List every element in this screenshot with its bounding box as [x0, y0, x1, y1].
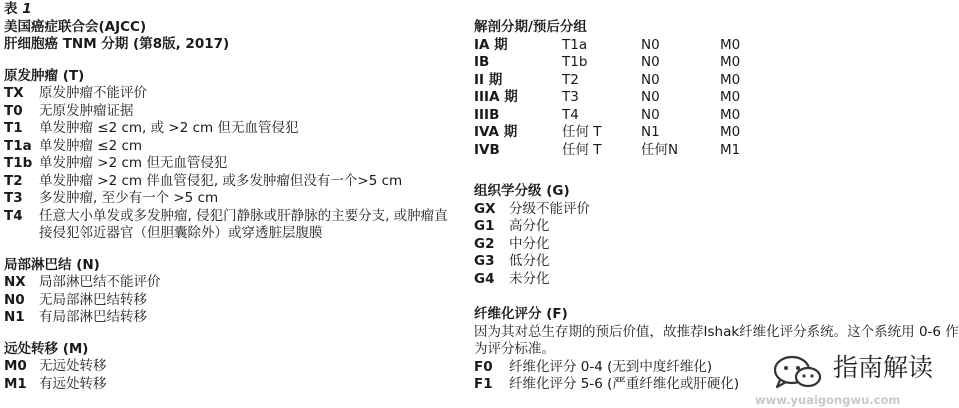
item-code: N0	[4, 291, 25, 308]
stage-cell: IIIB	[474, 106, 500, 123]
stage-cell: IB	[474, 54, 490, 70]
item-description: 有远处转移	[39, 375, 107, 392]
t-cell: T4	[562, 106, 579, 123]
list-item	[4, 173, 459, 191]
document-subtitle: 肝细胞癌 TNM 分期 (第8版, 2017)	[4, 36, 230, 52]
item-description: 无远处转移	[39, 358, 107, 374]
list-item	[4, 292, 459, 310]
item-code: T2	[4, 172, 23, 189]
item-code: F0	[474, 358, 493, 375]
item-code: TX	[4, 85, 24, 101]
item-code: GX	[474, 200, 496, 217]
list-item	[4, 358, 459, 376]
t-cell: T1a	[562, 36, 588, 53]
table-row	[474, 54, 959, 72]
item-code: M1	[4, 375, 27, 392]
table-row	[474, 107, 959, 125]
list-item	[474, 201, 959, 219]
item-description: 中分化	[509, 235, 550, 252]
item-code: G4	[474, 270, 495, 287]
n-cell: N0	[641, 71, 660, 88]
stage-cell: II 期	[474, 71, 503, 88]
stage-cell: IVB	[474, 141, 500, 158]
list-item	[4, 120, 459, 138]
fibrosis-paragraph: 因为其对总生存期的预后价值，故推荐Ishak纤维化评分系统。这个系统用 0-6 作为评分标准。	[474, 323, 959, 357]
item-description: 单发肿瘤 ≤2 cm, 或 >2 cm 但无血管侵犯	[39, 120, 299, 136]
table-row	[474, 37, 959, 55]
item-code: T1b	[4, 155, 33, 171]
primary-tumor-heading: 原发肿瘤 (T)	[4, 67, 85, 84]
list-item	[4, 85, 459, 103]
right-column	[474, 0, 959, 394]
n-cell: N0	[641, 36, 660, 53]
table-row	[474, 72, 959, 90]
n-cell: N0	[641, 106, 660, 123]
item-description: 有局部淋巴结转移	[39, 309, 147, 325]
table-number: 1	[22, 1, 32, 17]
item-description: 多发肿瘤, 至少有一个 >5 cm	[39, 190, 219, 206]
item-code: F1	[474, 376, 493, 392]
item-description: 无局部淋巴结转移	[39, 291, 147, 308]
list-item	[4, 309, 459, 327]
list-item	[4, 103, 459, 121]
stage-cell: IVA 期	[474, 124, 518, 140]
item-code: T3	[4, 190, 23, 206]
list-item	[4, 376, 459, 394]
item-code: NX	[4, 274, 26, 290]
item-code: T1a	[4, 137, 32, 154]
item-description: 高分化	[509, 218, 550, 234]
t-cell: 任何 T	[562, 141, 602, 158]
item-code: M0	[4, 358, 27, 374]
histologic-grade-heading: 组织学分级 (G)	[474, 183, 570, 199]
m-cell: M1	[720, 141, 741, 158]
n-cell: N1	[641, 124, 660, 140]
regional-nodes-list	[4, 274, 459, 327]
list-item	[4, 190, 459, 208]
item-description: 任意大小单发或多发肿瘤, 侵犯门静脉或肝静脉的主要分支, 或肿瘤直接侵犯邻近器官（但胆囊除外）或穿透脏层腹膜	[39, 207, 448, 241]
n-cell: 任何N	[641, 141, 679, 158]
t-cell: T2	[562, 71, 579, 88]
item-description: 低分化	[509, 253, 550, 269]
item-description: 纤维化评分 0-4 (无到中度纤维化)	[509, 358, 713, 375]
item-description: 无原发肿瘤证据	[39, 102, 134, 119]
item-description: 纤维化评分 5-6 (严重纤维化或肝硬化)	[509, 376, 740, 392]
item-code: G2	[474, 235, 495, 252]
t-cell: T3	[562, 89, 579, 105]
item-code: N1	[4, 309, 25, 325]
item-description: 原发肿瘤不能评价	[39, 85, 147, 101]
table-row	[474, 89, 959, 107]
histologic-grade-list	[474, 201, 959, 289]
item-description: 局部淋巴结不能评价	[39, 274, 161, 290]
organization-title: 美国癌症联合会(AJCC)	[4, 18, 147, 35]
m-cell: M0	[720, 71, 741, 88]
item-description: 单发肿瘤 ≤2 cm	[39, 137, 143, 154]
list-item	[4, 274, 459, 292]
item-code: T0	[4, 102, 23, 119]
stage-cell: IIIA 期	[474, 89, 518, 105]
m-cell: M0	[720, 124, 741, 140]
list-item	[474, 271, 959, 289]
item-description: 未分化	[509, 270, 550, 287]
staging-table	[474, 37, 959, 160]
item-code: G3	[474, 253, 495, 269]
table-row	[474, 124, 959, 142]
regional-nodes-heading: 局部淋巴结 (N)	[4, 256, 100, 273]
watermark-text: 指南解读	[833, 353, 934, 382]
item-code: T1	[4, 120, 23, 136]
item-description: 单发肿瘤 >2 cm 但无血管侵犯	[39, 155, 228, 171]
n-cell: N0	[641, 54, 660, 70]
list-item	[474, 218, 959, 236]
n-cell: N0	[641, 89, 660, 105]
list-item	[4, 208, 459, 243]
table-label-text: 表	[4, 1, 18, 17]
t-cell: T1b	[562, 54, 588, 70]
item-description: 单发肿瘤 >2 cm 伴血管侵犯, 或多发肿瘤但没有一个>5 cm	[39, 172, 403, 189]
distant-metastasis-list	[4, 358, 459, 393]
table-row	[474, 142, 959, 160]
distant-metastasis-heading: 远处转移 (M)	[4, 340, 89, 357]
staging-heading: 解剖分期/预后分组	[474, 19, 587, 35]
left-column	[4, 0, 459, 393]
item-description: 分级不能评价	[509, 200, 590, 217]
list-item	[4, 155, 459, 173]
m-cell: M0	[720, 54, 741, 70]
list-item	[4, 138, 459, 156]
stage-cell: IA 期	[474, 36, 508, 53]
primary-tumor-list	[4, 85, 459, 243]
table-label	[4, 1, 459, 19]
list-item	[474, 253, 959, 271]
m-cell: M0	[720, 106, 741, 123]
watermark-url: www.yuaigongwu.com	[755, 393, 901, 407]
item-code: G1	[474, 218, 495, 234]
list-item	[474, 236, 959, 254]
m-cell: M0	[720, 36, 741, 53]
fibrosis-heading: 纤维化评分 (F)	[474, 306, 568, 322]
t-cell: 任何 T	[562, 124, 602, 140]
m-cell: M0	[720, 89, 741, 105]
item-code: T4	[4, 207, 23, 224]
wechat-icon	[770, 352, 826, 392]
